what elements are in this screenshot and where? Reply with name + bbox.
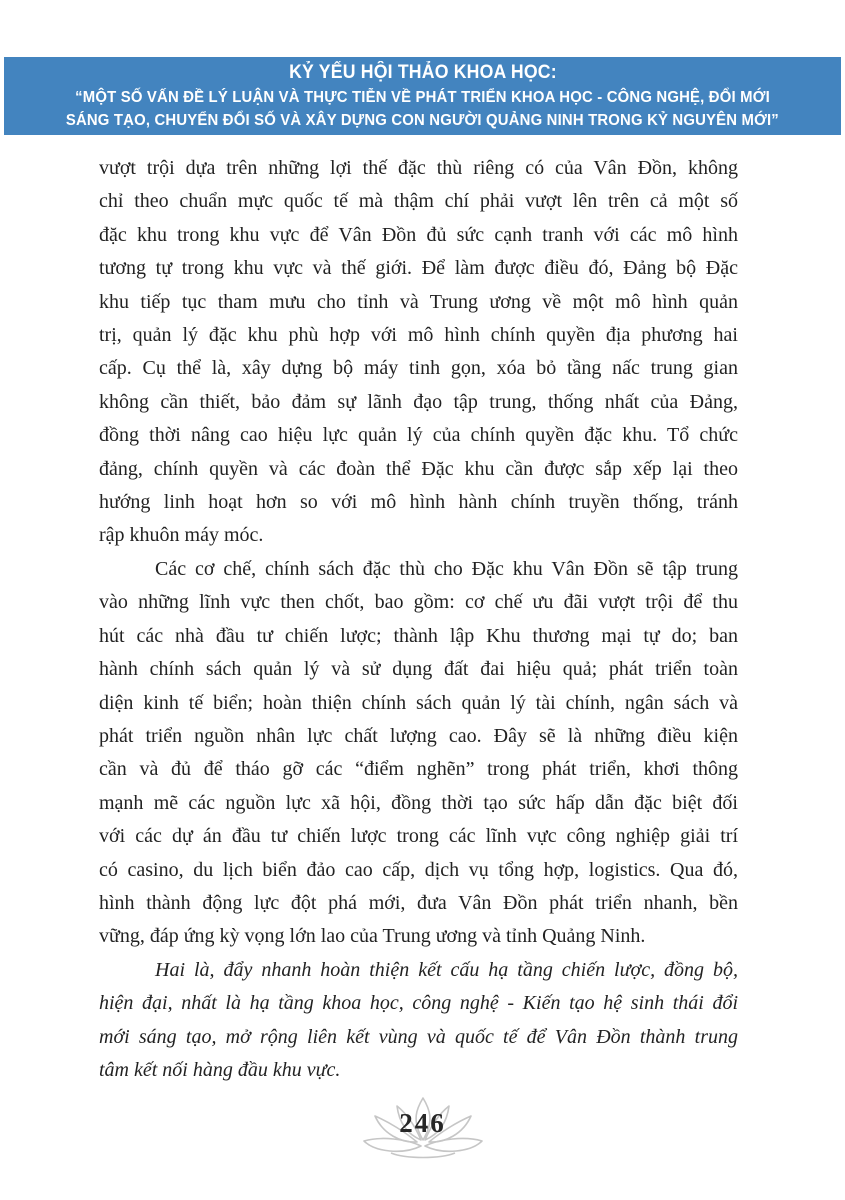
- body-text: [99, 152, 738, 1087]
- header-subtitle-line-1: “MỘT SỐ VẤN ĐỀ LÝ LUẬN VÀ THỰC TIỄN VỀ PHÁT TRIỂN KHOA HỌC - CÔNG NGHỆ, ĐỔI MỚI: [75, 89, 770, 106]
- text-line: cần và đủ để tháo gỡ các “điểm nghẽn” trong phát triển, khơi thông: [99, 758, 738, 781]
- text-line: cấp. Cụ thể là, xây dựng bộ máy tinh gọn, xóa bỏ tầng nấc trung gian: [99, 357, 738, 380]
- text-line: mới sáng tạo, mở rộng liên kết vùng và quốc tế để Vân Đồn thành trung: [99, 1025, 738, 1048]
- text-line: đảng, chính quyền và các đoàn thể Đặc khu cần được sắp xếp lại theo: [99, 457, 738, 480]
- text-line: tương tự trong khu vực và thế giới. Để làm được điều đó, Đảng bộ Đặc: [99, 257, 738, 280]
- text-line: đặc khu trong khu vực để Vân Đồn đủ sức cạnh tranh với các mô hình: [99, 223, 738, 246]
- page-number: 246: [399, 1108, 446, 1138]
- text-line: Các cơ chế, chính sách đặc thù cho Đặc khu Vân Đồn sẽ tập trung: [155, 557, 738, 580]
- text-line: có casino, du lịch biển đảo cao cấp, dịch vụ tổng hợp, logistics. Qua đó,: [99, 858, 738, 881]
- text-line: không cần thiết, bảo đảm sự lãnh đạo tập trung, thống nhất của Đảng,: [99, 390, 738, 413]
- text-line: rập khuôn máy móc.: [99, 524, 264, 547]
- paragraph-1: [99, 152, 738, 553]
- paragraph-3: [99, 954, 738, 1088]
- text-line: phát triển nguồn nhân lực chất lượng cao. Đây sẽ là những điều kiện: [99, 724, 738, 747]
- text-line: khu tiếp tục tham mưu cho tỉnh và Trung ương về một mô hình quản: [99, 290, 738, 313]
- text-line: chỉ theo chuẩn mực quốc tế mà thậm chí phải vượt lên trên cả một số: [99, 190, 738, 213]
- text-line: trị, quản lý đặc khu phù hợp với mô hình chính quyền địa phương hai: [99, 324, 738, 347]
- text-line: Hai là, đẩy nhanh hoàn thiện kết cấu hạ tầng chiến lược, đồng bộ,: [155, 958, 738, 981]
- page-footer: [0, 1094, 845, 1164]
- text-line: hướng linh hoạt hơn so với mô hình hành chính truyền thống, tránh: [99, 491, 738, 514]
- header-banner: [4, 57, 841, 135]
- text-line: vững, đáp ứng kỳ vọng lớn lao của Trung ương và tỉnh Quảng Ninh.: [99, 925, 646, 948]
- header-title: KỶ YẾU HỘI THẢO KHOA HỌC:: [288, 62, 557, 83]
- lotus-ornament: [361, 1094, 485, 1160]
- paragraph-2: [99, 553, 738, 954]
- text-line: vượt trội dựa trên những lợi thế đặc thù riêng có của Vân Đồn, không: [99, 157, 738, 179]
- text-line: tâm kết nối hàng đầu khu vực.: [99, 1058, 341, 1081]
- text-line: mạnh mẽ các nguồn lực xã hội, đồng thời tạo sức hấp dẫn đặc biệt đối: [99, 791, 738, 814]
- header-subtitle-line-2: SÁNG TẠO, CHUYỂN ĐỔI SỐ VÀ XÂY DỰNG CON NGƯỜI QUẢNG NINH TRONG KỶ NGUYÊN MỚI”: [65, 112, 780, 129]
- text-line: vào những lĩnh vực then chốt, bao gồm: cơ chế ưu đãi vượt trội để thu: [99, 591, 738, 614]
- text-line: hình thành động lực đột phá mới, đưa Vân Đồn phát triển nhanh, bền: [99, 891, 738, 914]
- text-line: hút các nhà đầu tư chiến lược; thành lập Khu thương mại tự do; ban: [99, 624, 738, 647]
- text-line: đồng thời nâng cao hiệu lực quản lý của chính quyền đặc khu. Tổ chức: [99, 424, 738, 447]
- text-line: diện kinh tế biển; hoàn thiện chính sách quản lý tài chính, ngân sách và: [99, 691, 738, 714]
- text-line: với các dự án đầu tư chiến lược trong các lĩnh vực công nghiệp giải trí: [99, 825, 738, 848]
- text-line: hiện đại, nhất là hạ tầng khoa học, công nghệ - Kiến tạo hệ sinh thái đổi: [99, 992, 738, 1015]
- text-line: hành chính sách quản lý và sử dụng đất đai hiệu quả; phát triển toàn: [99, 658, 738, 681]
